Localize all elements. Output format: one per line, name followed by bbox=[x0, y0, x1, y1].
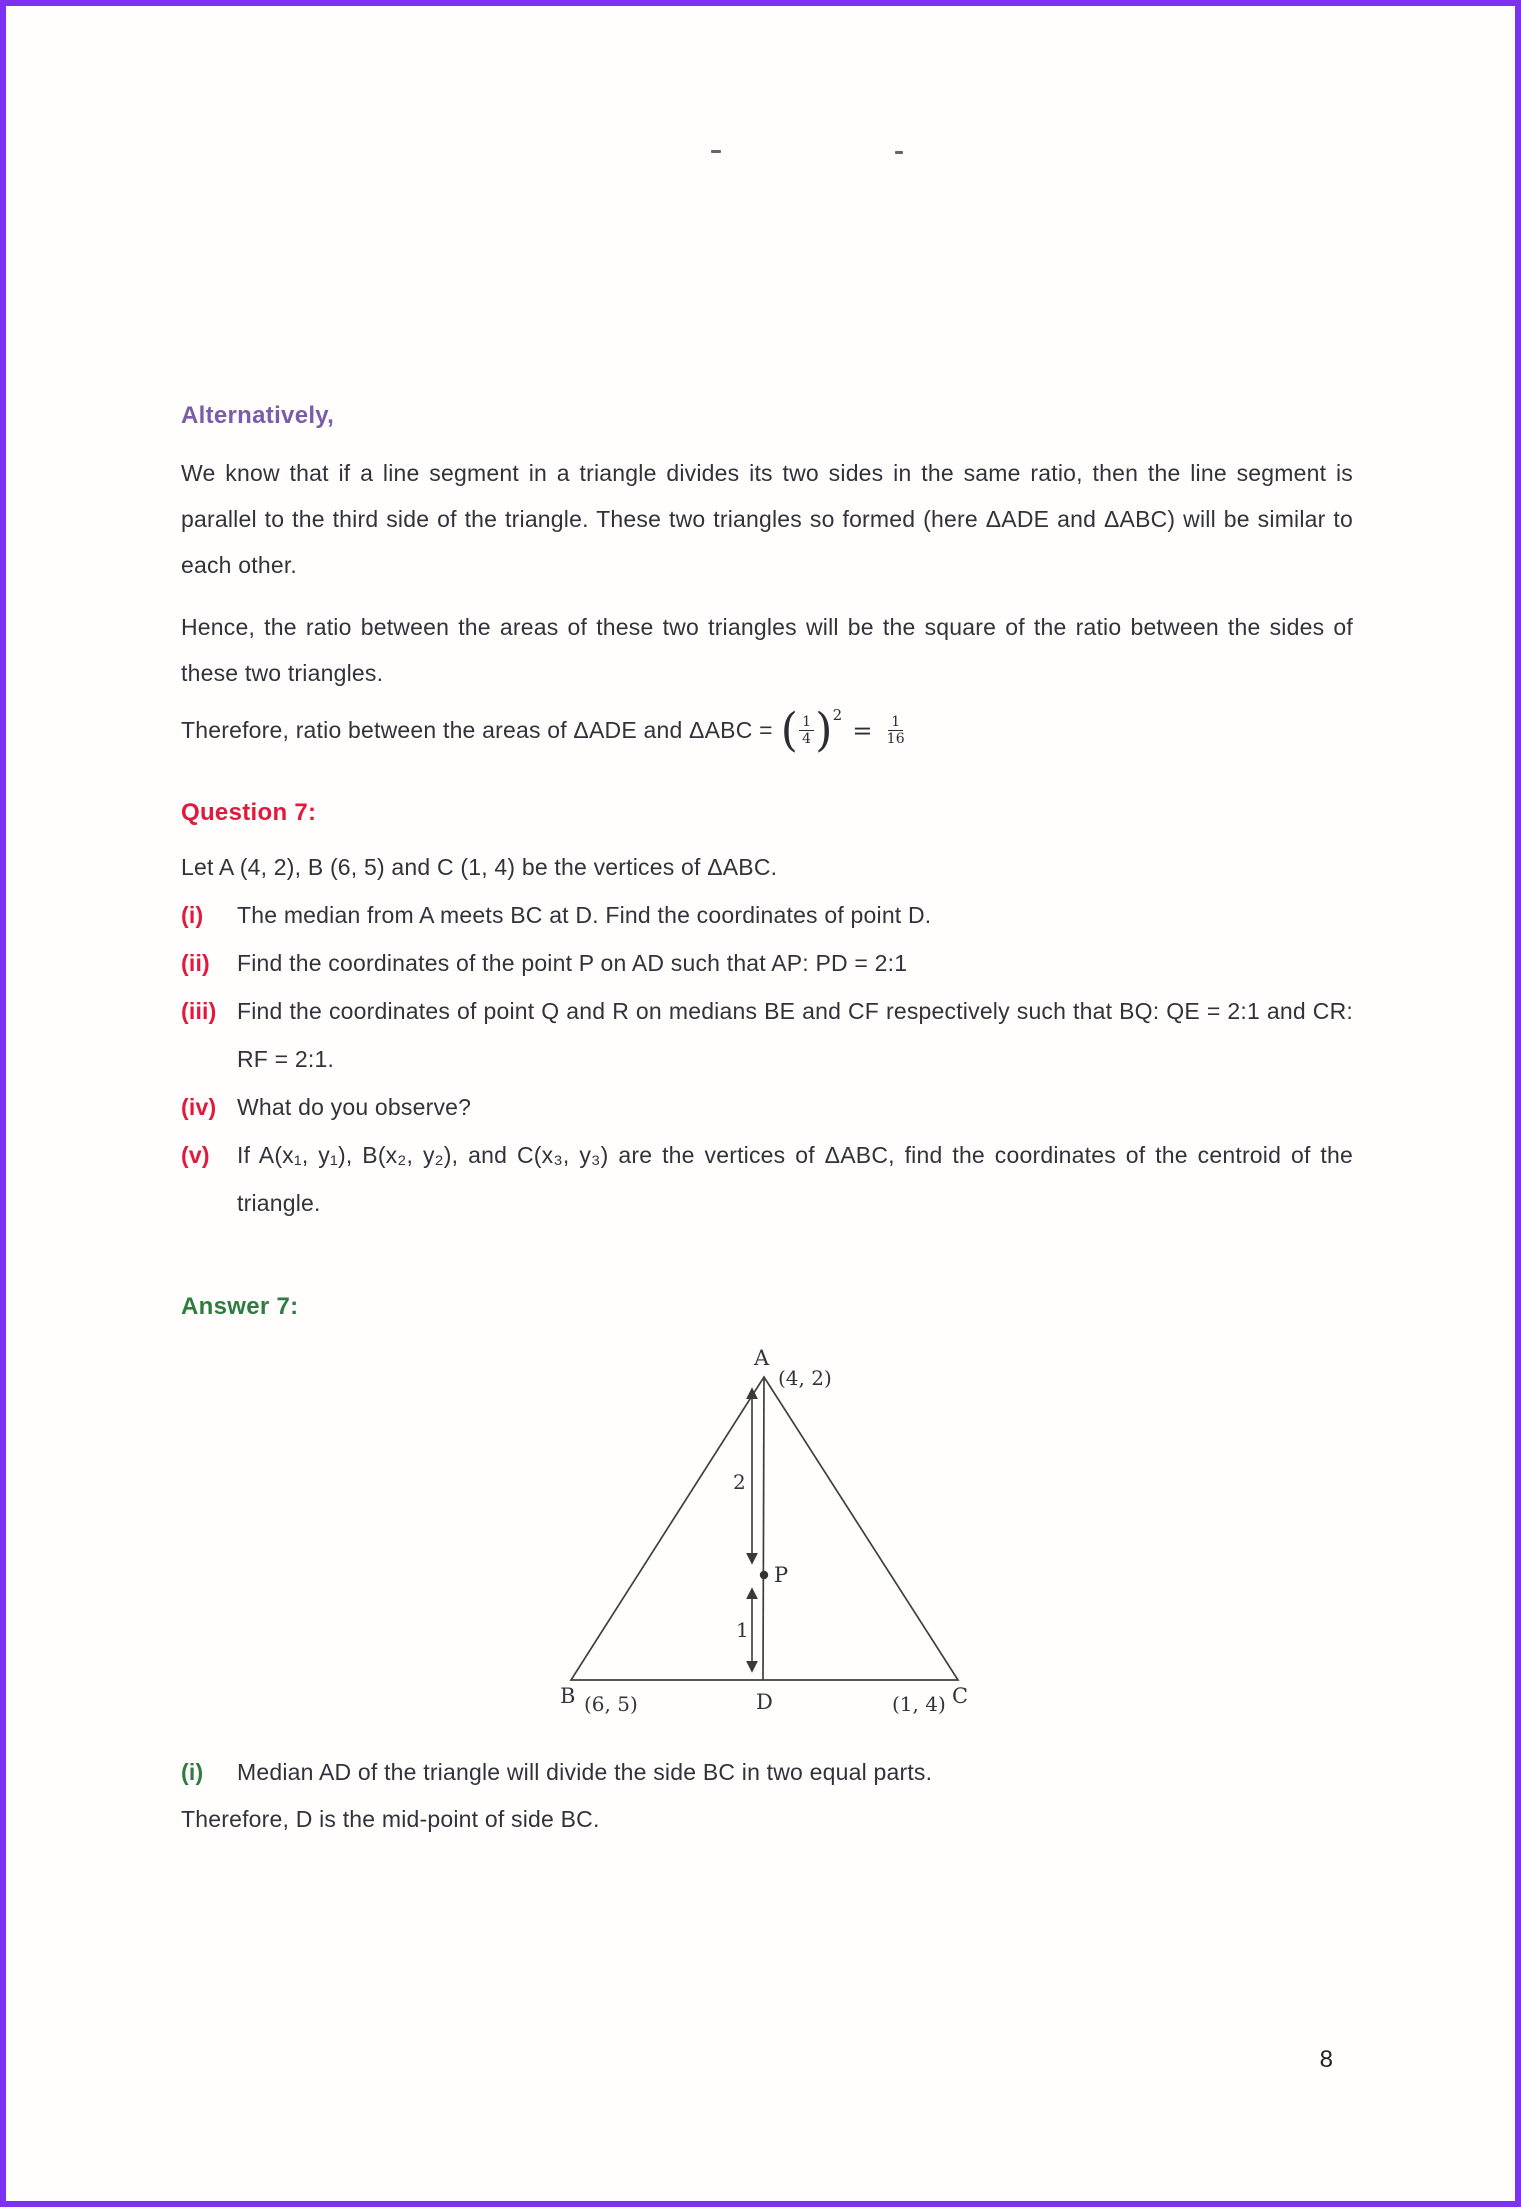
item-text: Median AD of the triangle will divide the side BC in two equal parts. bbox=[237, 1759, 933, 1786]
alternative-paragraph-2: Hence, the ratio between the areas of these two triangles will be the square of the ratio between the sides of these two triangles. bbox=[181, 614, 1353, 686]
vertex-b-label: B bbox=[560, 1684, 576, 1709]
item-label: (iv) bbox=[181, 1094, 217, 1121]
formula-math: ( $\frac{1}{4}$ ) 2 = $\frac{1}{16}$ bbox=[781, 714, 909, 747]
vertex-b-coordinates: (6, 5) bbox=[584, 1692, 638, 1717]
triangle-diagram-svg bbox=[526, 1337, 1026, 1729]
segment-pd-ratio-label: 1 bbox=[736, 1618, 749, 1643]
segment-ap-ratio-label: 2 bbox=[733, 1470, 746, 1495]
item-text: Find the coordinates of point Q and R on medians BE and CF respectively such that BQ: QE = 2:1 and CR: RF = 2:1. bbox=[237, 998, 1353, 1073]
equals-sign: = bbox=[852, 716, 873, 745]
item-text: The median from A meets BC at D. Find the coordinates of point D. bbox=[237, 902, 932, 929]
median-ad-line bbox=[763, 1377, 764, 1680]
vertex-c-label: C bbox=[952, 1684, 969, 1709]
question-item-i bbox=[181, 891, 1353, 939]
answer-item-i bbox=[181, 1749, 1353, 1796]
question-item-iii bbox=[181, 987, 1353, 1083]
point-p-dot bbox=[760, 1571, 768, 1579]
item-label: (v) bbox=[181, 1142, 210, 1169]
point-p-label: P bbox=[774, 1563, 789, 1588]
item-label: (ii) bbox=[181, 950, 210, 977]
page-content bbox=[181, 6, 1353, 1843]
vertex-a-coordinates: (4, 2) bbox=[778, 1366, 832, 1391]
question-intro: Let A (4, 2), B (6, 5) and C (1, 4) be the vertices of ΔABC. bbox=[181, 854, 778, 881]
exponent: 2 bbox=[832, 705, 843, 724]
question-heading: Question 7: bbox=[181, 799, 317, 827]
fraction-one-fourth: $\frac{1}{4}$ bbox=[799, 714, 814, 747]
answer-followup: Therefore, D is the mid-point of side BC. bbox=[181, 1806, 600, 1833]
alternative-paragraph-1: We know that if a line segment in a triangle divides its two sides in the same ratio, then the line segment is parallel to the third side of the triangle. These two triangles so formed (here ΔADE and ΔABC) will be similar to each other. bbox=[181, 460, 1353, 578]
answer-heading: Answer 7: bbox=[181, 1293, 299, 1321]
alternatively-heading: Alternatively, bbox=[181, 402, 335, 429]
formula-prefix: Therefore, ratio between the areas of ΔADE and ΔABC = bbox=[181, 717, 773, 744]
vertex-a-label: A bbox=[754, 1346, 770, 1371]
vertex-c-coordinates: (1, 4) bbox=[892, 1692, 946, 1717]
question-item-iv bbox=[181, 1083, 1353, 1131]
ratio-formula-line bbox=[181, 703, 1353, 757]
question-item-v bbox=[181, 1131, 1353, 1227]
question-item-ii bbox=[181, 939, 1353, 987]
triangle-median-diagram bbox=[526, 1337, 1026, 1729]
page-number: 8 bbox=[1319, 2046, 1333, 2073]
fraction-one-sixteenth: $\frac{1}{16}$ bbox=[886, 714, 905, 748]
item-label: (i) bbox=[181, 902, 204, 929]
point-d-label: D bbox=[756, 1690, 773, 1715]
item-label: (i) bbox=[181, 1759, 204, 1786]
item-label: (iii) bbox=[181, 998, 217, 1025]
item-text: What do you observe? bbox=[237, 1094, 472, 1121]
item-text: Find the coordinates of the point P on AD such that AP: PD = 2:1 bbox=[237, 950, 908, 977]
item-text: If A(x₁, y₁), B(x₂, y₂), and C(x₃, y₃) are the vertices of ΔABC, find the coordinates of the centroid of the triangle. bbox=[237, 1142, 1353, 1217]
